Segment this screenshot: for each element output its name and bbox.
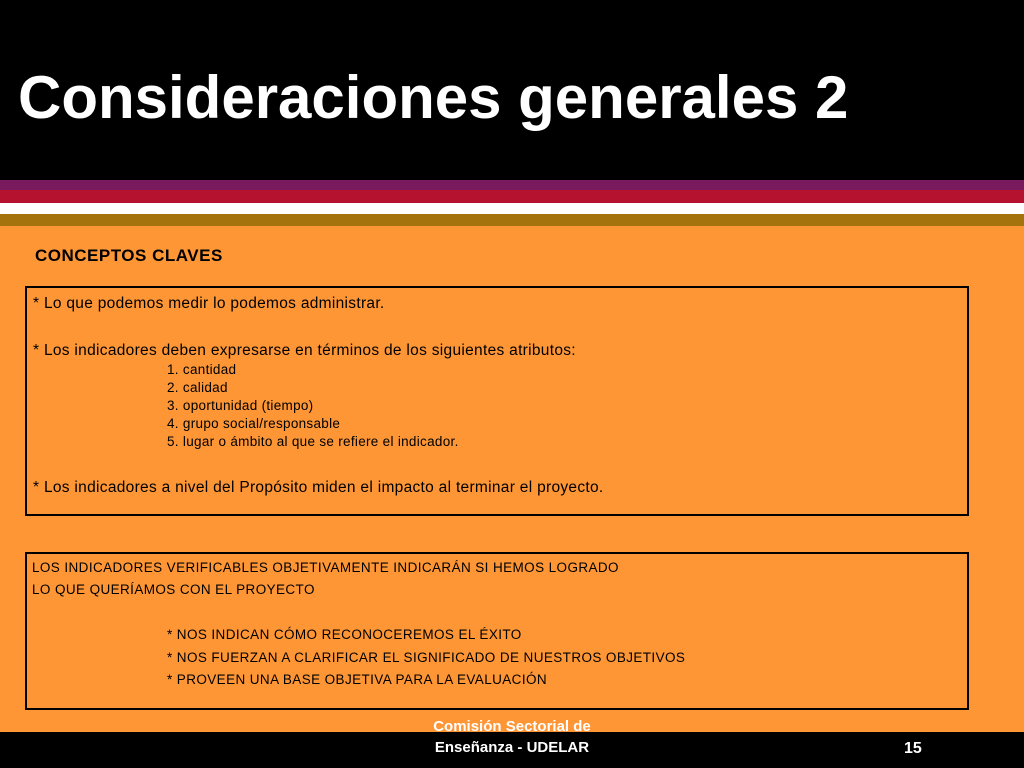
page-number: 15 bbox=[904, 740, 922, 757]
title-bar bbox=[0, 0, 1024, 178]
footer-line1: Comisión Sectorial de bbox=[433, 718, 591, 735]
key-concepts-box bbox=[25, 286, 969, 516]
verifiable-indicators-box bbox=[25, 552, 969, 710]
bullet-attributes: * Los indicadores deben expresarse en términos de los siguientes atributos: bbox=[33, 342, 576, 359]
bullet-measure: * Lo que podemos medir lo podemos administrar. bbox=[33, 295, 385, 312]
stripe-white bbox=[0, 203, 1024, 214]
section-heading: CONCEPTOS CLAVES bbox=[35, 246, 223, 265]
footer-organization bbox=[372, 716, 652, 758]
bullet-purpose: * Los indicadores a nivel del Propósito miden el impacto al terminar el proyecto. bbox=[33, 479, 604, 496]
indicator-benefit: * NOS INDICAN CÓMO RECONOCEREMOS EL ÉXITO bbox=[167, 627, 522, 642]
slide-content bbox=[0, 226, 1024, 732]
slide-title: Consideraciones generales 2 bbox=[18, 64, 849, 131]
stripe-purple bbox=[0, 180, 1024, 190]
footer-line2: Enseñanza - UDELAR bbox=[434, 739, 590, 756]
indicators-statement-line2: LO QUE QUERÍAMOS CON EL PROYECTO bbox=[32, 582, 315, 597]
attribute-item: 1. cantidad bbox=[167, 362, 237, 377]
attribute-item: 3. oportunidad (tiempo) bbox=[167, 398, 314, 413]
indicator-benefit: * PROVEEN UNA BASE OBJETIVA PARA LA EVALUACIÓN bbox=[167, 672, 548, 687]
attribute-item: 4. grupo social/responsable bbox=[167, 416, 341, 431]
indicator-benefit: * NOS FUERZAN A CLARIFICAR EL SIGNIFICADO DE NUESTROS OBJETIVOS bbox=[167, 650, 686, 665]
indicators-statement-line1: LOS INDICADORES VERIFICABLES OBJETIVAMENTE INDICARÁN SI HEMOS LOGRADO bbox=[32, 560, 619, 575]
attribute-item: 5. lugar o ámbito al que se refiere el indicador. bbox=[167, 434, 459, 449]
stripe-gold bbox=[0, 214, 1024, 226]
attribute-item: 2. calidad bbox=[167, 380, 228, 395]
stripe-red bbox=[0, 190, 1024, 203]
